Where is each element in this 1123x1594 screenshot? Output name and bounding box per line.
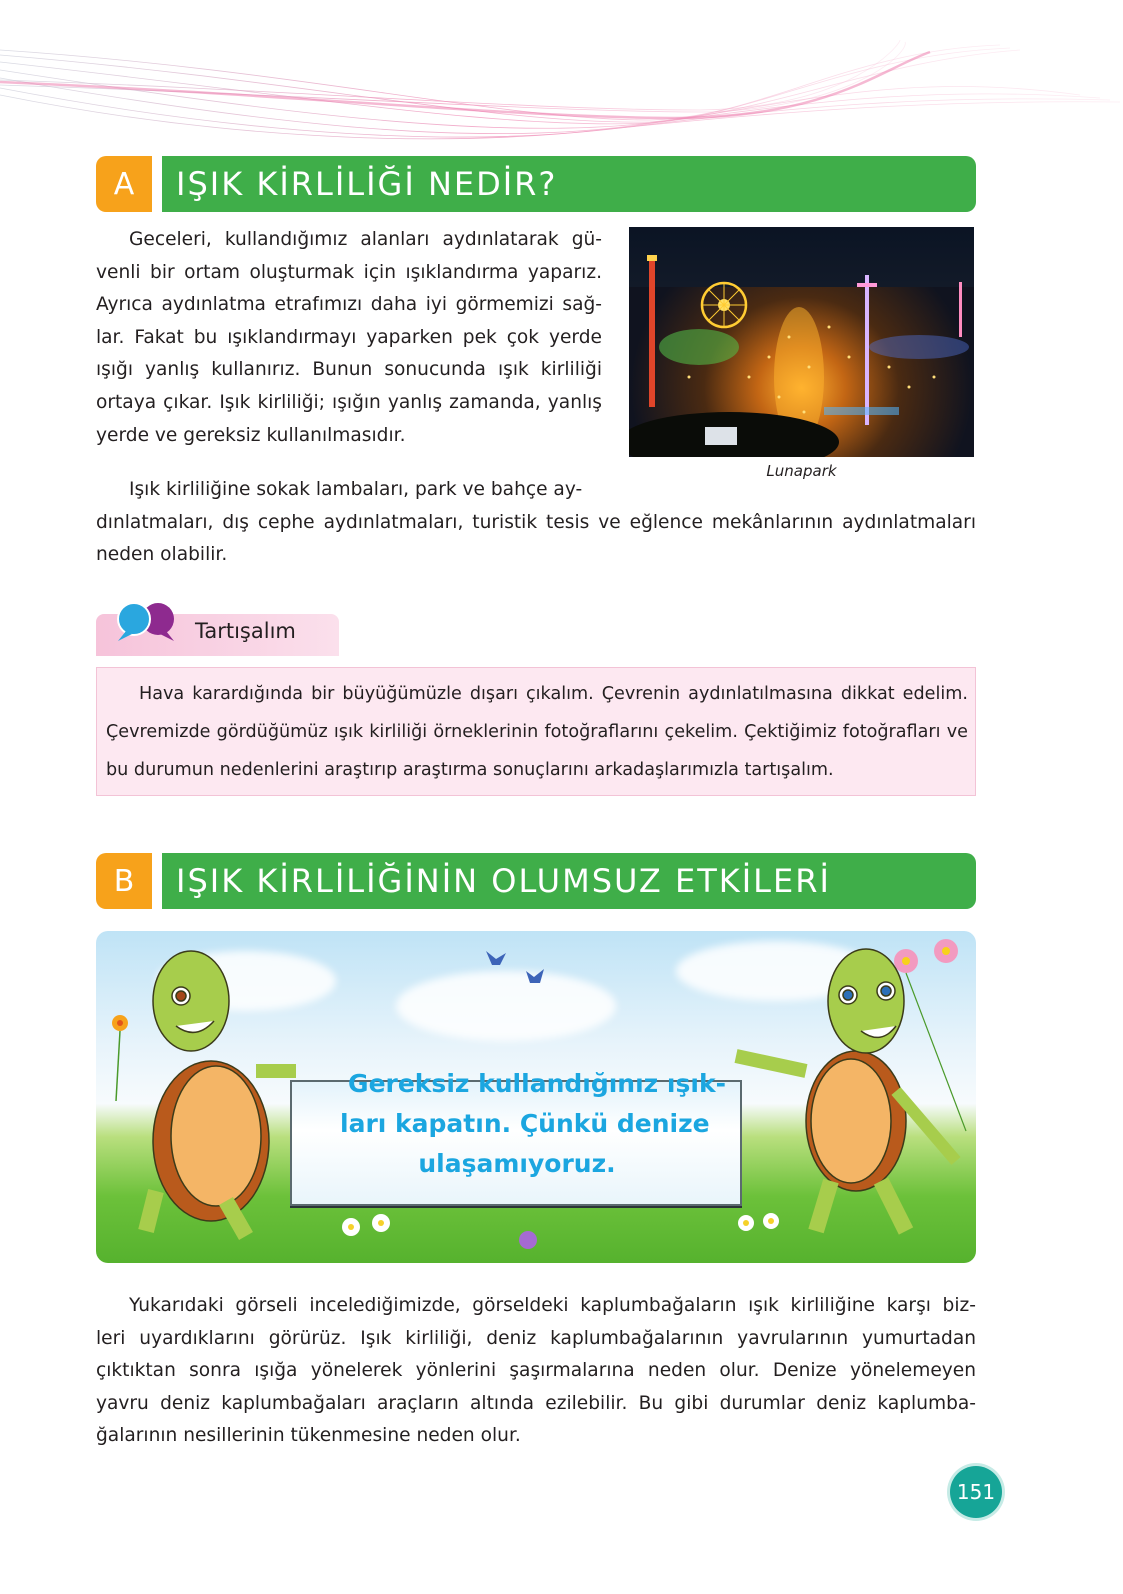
banner-line: Gereksiz kullandığınız ışık- bbox=[348, 1069, 726, 1098]
text-line: yerde ve gereksiz kullanılmasıdır. bbox=[96, 424, 406, 446]
text-line: lar. Fakat bu ışıklandırmayı yaparken pek çok yerde bbox=[96, 326, 602, 348]
page-number-badge: 151 bbox=[950, 1466, 1002, 1518]
section-b-header bbox=[96, 853, 976, 909]
bird-icon bbox=[486, 951, 544, 983]
section-a-title: IŞIK KİRLİLİĞİ NEDİR? bbox=[162, 156, 976, 212]
turtle-left bbox=[146, 951, 296, 1236]
section-b-paragraph bbox=[96, 1290, 976, 1453]
flower-icon bbox=[112, 1015, 128, 1101]
text-line: Çevremizde gördüğümüz ışık kirliliği örneklerinin fotoğraflarını çekelim. Çektiğimiz fotoğrafları ve bbox=[106, 722, 968, 742]
turtle-right bbox=[736, 949, 956, 1231]
amusement-park-lights bbox=[629, 227, 974, 457]
text-line: Ayrıca aydınlatma etrafımızı daha iyi görmemizi sağ- bbox=[96, 294, 602, 316]
text-line: ğalarının nesillerinin tükenmesine neden olur. bbox=[96, 1425, 521, 1447]
text-line: çıktıktan sonra ışığa yönelerek yönlerini şaşırmalarına neden olur. Denize yönelemeyen bbox=[96, 1360, 976, 1382]
section-a-letter: A bbox=[96, 156, 152, 212]
speech-bubbles-icon bbox=[114, 601, 180, 643]
text-line: leri uyardıklarını görürüz. Işık kirliliği, deniz kaplumbağalarının yavrularının yumurtadan bbox=[96, 1327, 976, 1349]
text-line: venli bir ortam oluşturmak için ışıklandırma yaparız. bbox=[96, 261, 602, 283]
section-a-paragraph-2 bbox=[96, 474, 976, 572]
text-line: bu durumun nedenlerini araştırıp araştırma sonuçlarını arkadaşlarımızla tartışalım. bbox=[106, 760, 834, 780]
banner-line: ulaşamıyoruz. bbox=[418, 1149, 616, 1178]
text-line: yavru deniz kaplumbağaları araçların altında ezilebilir. Bu gibi durumlar deniz kaplumba- bbox=[96, 1392, 976, 1414]
banner-line: ları kapatın. Çünkü denize bbox=[340, 1109, 710, 1138]
section-b-letter: B bbox=[96, 853, 152, 909]
text-line: ortaya çıkar. Işık kirliliği; ışığın yanlış zamanda, yanlış bbox=[96, 391, 602, 413]
discussion-label: Tartışalım bbox=[195, 619, 296, 643]
section-a-header bbox=[96, 156, 976, 212]
text-line: Hava karardığında bir büyüğümüzle dışarı çıkalım. Çevrenin aydınlatılmasına dikkat edelim. bbox=[139, 684, 968, 704]
banner-message bbox=[292, 1064, 742, 1184]
text-line: neden olabilir. bbox=[96, 544, 228, 566]
text-line: Yukarıdaki görseli incelediğimizde, görseldeki kaplumbağaların ışık kirliliğine karşı biz- bbox=[129, 1295, 976, 1316]
section-divider bbox=[152, 156, 162, 212]
lunapark-photo bbox=[629, 227, 974, 457]
section-divider bbox=[152, 853, 162, 909]
section-b-title: IŞIK KİRLİLİĞİNİN OLUMSUZ ETKİLERİ bbox=[162, 853, 976, 909]
daisy-icon bbox=[342, 1213, 779, 1236]
text-line: dınlatmaları, dış cephe aydınlatmaları, turistik tesis ve eğlence mekânlarının aydınlatmaları bbox=[96, 511, 976, 533]
text-line: Işık kirliliğine sokak lambaları, park ve bahçe ay- bbox=[129, 479, 583, 500]
text-line: ışığı yanlış kullanırız. Bunun sonucunda ışık kirliliği bbox=[96, 359, 602, 381]
discussion-text bbox=[106, 675, 968, 789]
decorative-wave-banner bbox=[0, 0, 1123, 150]
section-a-paragraph-1 bbox=[96, 224, 602, 452]
text-line: Geceleri, kullandığımız alanları aydınlatarak gü- bbox=[129, 229, 602, 250]
photo-caption: Lunapark bbox=[766, 462, 837, 480]
